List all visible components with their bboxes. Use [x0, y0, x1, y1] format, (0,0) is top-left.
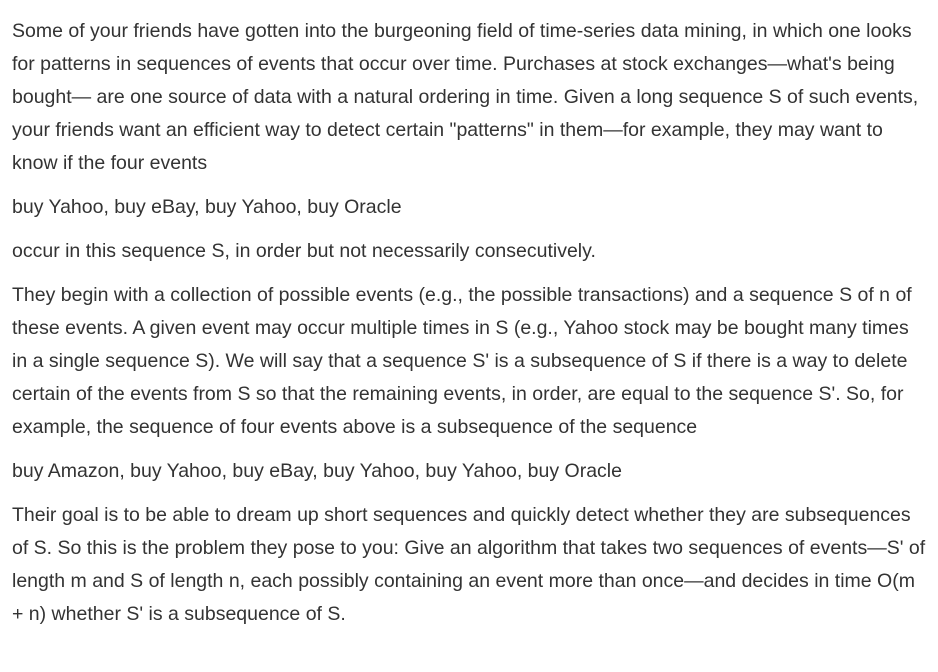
definition-paragraph: They begin with a collection of possible events (e.g., the possible transactions) and a sequence S of n of these events. A given event may occur multiple times in S (e.g., Yahoo stock may be bought many times in a single sequence S). We will say that a sequence S' is a subsequence of S if there is a way to delete certain of the events from S so that the remaining events, in order, are equal to the sequence S'. So, for example, the sequence of four events above is a subsequence of the sequence: [12, 284, 912, 438]
intro-paragraph: Some of your friends have gotten into the burgeoning field of time-series data mining, in which one looks for patterns in sequences of events that occur over time. Purchases at stock exchanges—what's being bought— are one source of data with a natural ordering in time. Given a long sequence S of such events, your friends want an efficient way to detect certain "patterns" in them—for example, they may want to know if the four events: [12, 20, 919, 174]
example-sequence: buy Amazon, buy Yahoo, buy eBay, buy Yahoo, buy Yahoo, buy Oracle: [12, 460, 622, 482]
task-paragraph: Their goal is to be able to dream up short sequences and quickly detect whether they are subsequences of S. So this is the problem they pose to you: Give an algorithm that takes two sequences of events—S' of length m and S of length n, each possibly containing an event more than once—and decides in time O(m + n) whether S' is a subsequence of S.: [12, 504, 926, 625]
example-pattern: buy Yahoo, buy eBay, buy Yahoo, buy Oracle: [12, 196, 402, 218]
pattern-note: occur in this sequence S, in order but not necessarily consecutively.: [12, 240, 596, 262]
